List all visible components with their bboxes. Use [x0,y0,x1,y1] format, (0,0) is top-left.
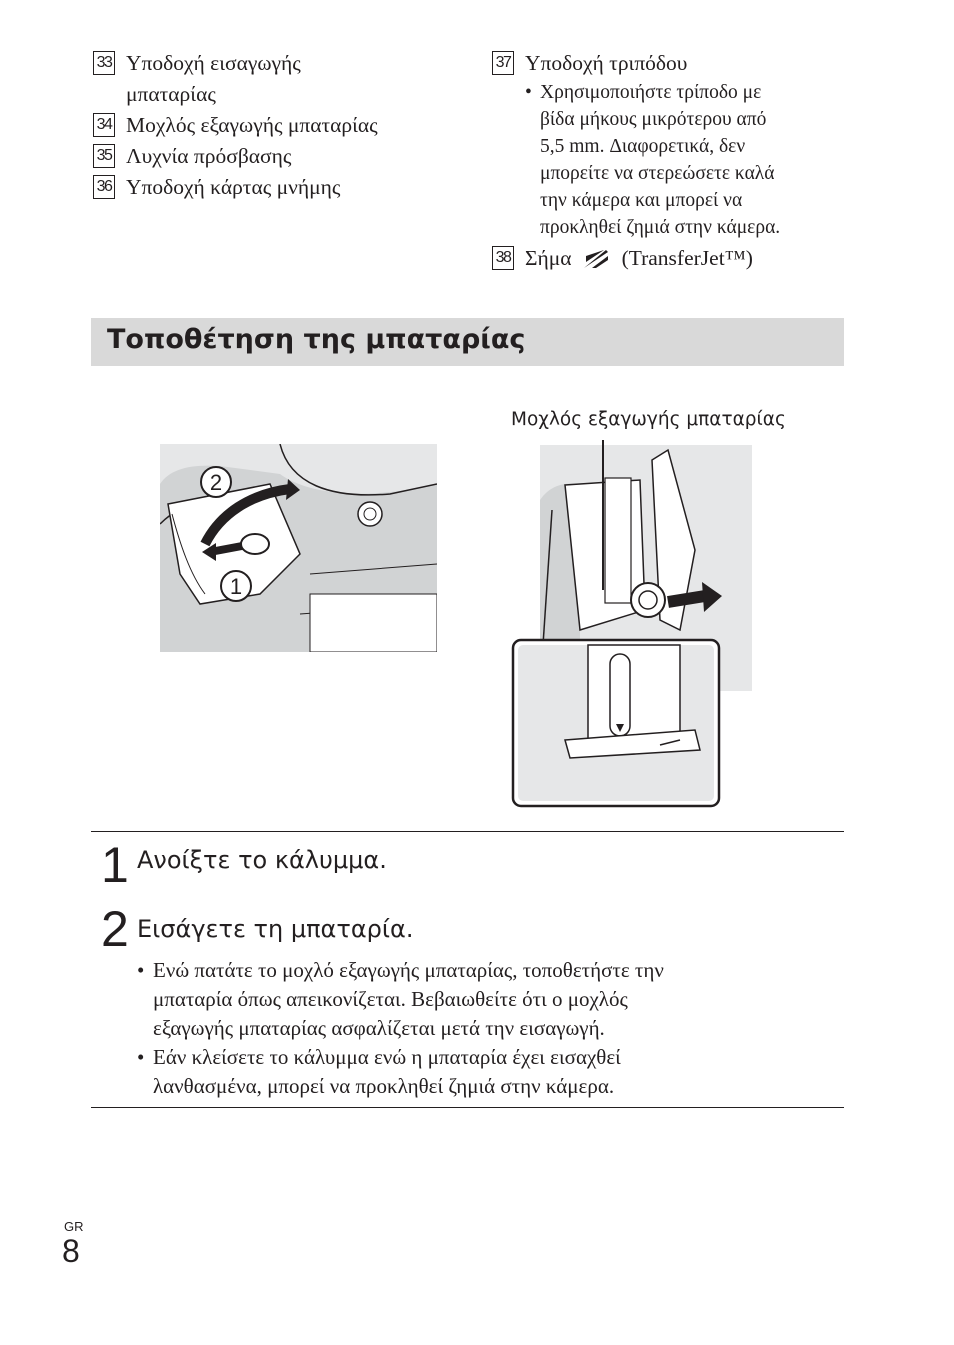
note-line: βίδα μήκους μικρότερου από [540,109,767,130]
parts-list-left [93,48,378,203]
part-label-line: Υποδοχή τριπόδου [525,51,688,75]
divider-bottom [91,1107,844,1108]
step-number: 1 [101,837,129,893]
note-line: Ενώ πατάτε το μοχλό εξαγωγής μπαταρίας, τοποθετήστε την [153,958,664,982]
part-number: 33 [93,51,115,75]
part-item-33 [93,48,378,110]
part-item-37 [492,48,780,241]
note-line: την κάμερα και μπορεί να [540,190,743,211]
callout-2: 2 [209,470,223,495]
figure-caption: Μοχλός εξαγωγής μπαταρίας [511,409,786,430]
part-label-line: Λυχνία πρόσβασης [126,144,292,168]
part-number: 36 [93,175,115,199]
step-number: 2 [101,901,129,957]
part-label-after: (TransferJet™) [621,246,753,270]
part-note [525,79,780,241]
part-number: 35 [93,144,115,168]
part-item-35 [93,141,378,172]
step-notes [137,956,837,1101]
step-title: Ανοίξτε το κάλυμμα. [137,846,387,874]
note-line: λανθασμένα, μπορεί να προκληθεί ζημιά στην κάμερα. [153,1074,615,1098]
bullet: • [525,82,532,103]
note-line: Χρησιμοποιήστε τρίποδο με [540,82,762,103]
note-line: 5,5 mm. Διαφορετικά, δεν [540,136,746,157]
part-number: 37 [492,51,514,75]
language-code: GR [64,1219,84,1234]
part-item-34 [93,110,378,141]
part-item-36 [93,172,378,203]
battery-cover-illustration [160,444,437,652]
note-line: μπορείτε να στερεώσετε καλά [540,163,775,184]
part-label-line: Μοχλός εξαγωγής μπαταρίας [126,113,378,137]
battery-insert-illustration [510,440,754,812]
transferjet-icon [582,248,610,270]
divider-top [91,831,844,832]
bullet: • [137,1045,145,1069]
parts-list-right [492,48,780,274]
part-number: 38 [492,246,514,270]
note-item [137,956,837,1043]
note-item [137,1043,837,1101]
part-label-line: Υποδοχή εισαγωγής [126,51,301,75]
note-line: προκληθεί ζημιά στην κάμερα. [540,217,781,238]
part-label-before: Σήμα [525,246,572,270]
section-header [91,318,844,366]
page-number: 8 [62,1233,80,1269]
section-title: Τοποθέτηση της μπαταρίας [107,324,526,355]
note-line: εξαγωγής μπαταρίας ασφαλίζεται μετά την εισαγωγή. [153,1016,605,1040]
part-label-line: μπαταρίας [126,82,216,106]
callout-1: 1 [229,574,243,599]
note-line: μπαταρία όπως απεικονίζεται. Βεβαιωθείτε ότι ο μοχλός [153,987,628,1011]
part-item-38 [492,243,780,274]
note-line: Εάν κλείσετε το κάλυμμα ενώ η μπαταρία έχει εισαχθεί [153,1045,621,1069]
bullet: • [137,958,145,982]
part-label-line: Υποδοχή κάρτας μνήμης [126,175,341,199]
step-title: Εισάγετε τη μπαταρία. [137,915,414,943]
part-number: 34 [93,113,115,137]
